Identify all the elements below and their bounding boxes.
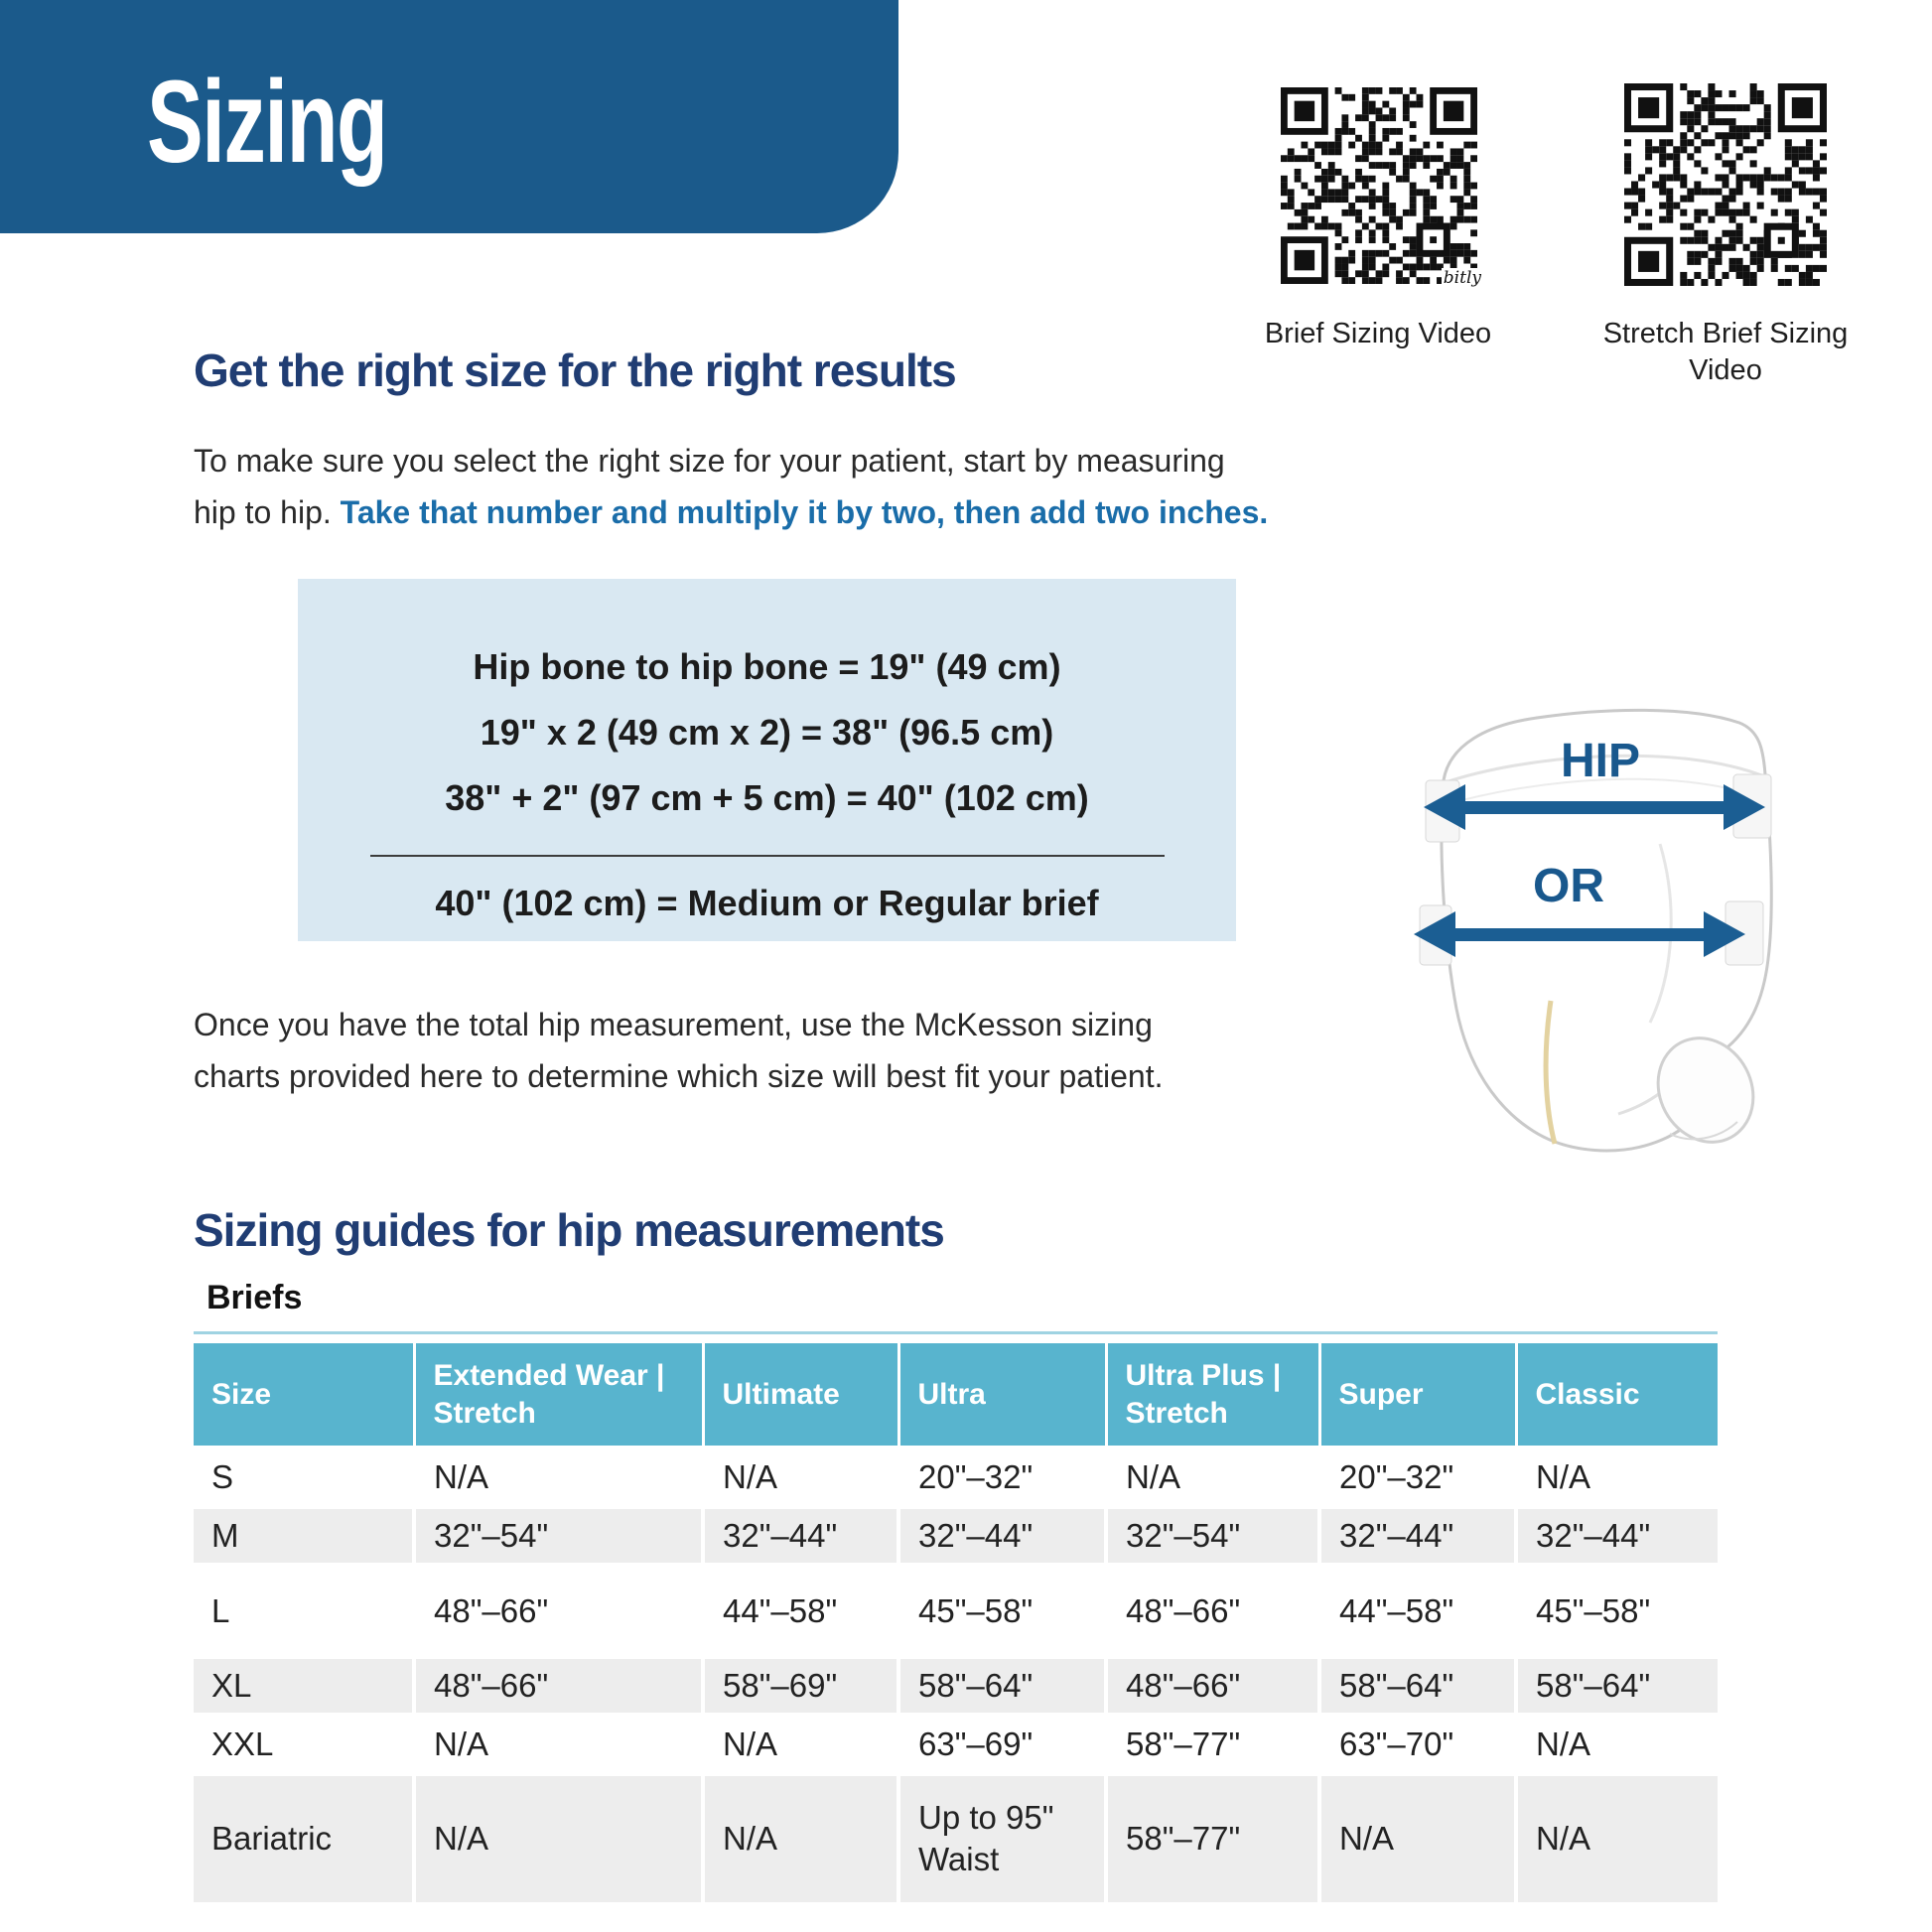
col-header-ultra: Ultra [898, 1342, 1106, 1448]
cell: 32"–44" [1319, 1508, 1516, 1565]
cell: L [194, 1565, 414, 1658]
briefs-sizing-table [194, 1340, 1718, 1902]
cell: 32"–54" [414, 1508, 703, 1565]
chart-instructions-line1: Once you have the total hip measurement, use the McKesson sizing [194, 1007, 1153, 1042]
qr-code-brief-sizing [1281, 87, 1481, 288]
cell: 44"–58" [703, 1565, 898, 1658]
cell: 63"–69" [898, 1715, 1106, 1775]
hip-label: HIP [1560, 735, 1641, 787]
intro-paragraph [194, 435, 1268, 538]
qr-code-stretch-brief-sizing [1624, 83, 1827, 286]
qr-label-stretch-brief-sizing: Stretch Brief Sizing Video [1602, 318, 1849, 386]
cell: M [194, 1508, 414, 1565]
cell: 32"–44" [898, 1508, 1106, 1565]
cell: 48"–66" [414, 1658, 703, 1715]
calc-result-or: or [822, 883, 879, 923]
qr-code-image [1281, 87, 1477, 284]
table-row-m [194, 1508, 1718, 1565]
table-row-xxl [194, 1715, 1718, 1775]
cell: 32"–54" [1106, 1508, 1319, 1565]
page-title: Sizing [147, 57, 387, 188]
cell: 48"–66" [1106, 1658, 1319, 1715]
cell: 58"–64" [898, 1658, 1106, 1715]
cell: Up to 95" Waist [898, 1775, 1106, 1902]
cell: N/A [1319, 1775, 1516, 1902]
intro-paragraph-highlight: Take that number and multiply it by two, then add two inches. [340, 494, 1269, 530]
cell: 58"–64" [1319, 1658, 1516, 1715]
cell: N/A [1536, 1820, 1591, 1858]
table-title: Briefs [207, 1279, 303, 1316]
qr-code-image [1624, 83, 1827, 286]
chart-instructions-line2: charts provided here to determine which size will best fit your patient. [194, 1058, 1164, 1094]
cell: N/A [703, 1775, 898, 1902]
col-header-size: Size [194, 1342, 414, 1448]
cell: 63"–70" [1319, 1715, 1516, 1775]
table-top-rule [194, 1331, 1718, 1334]
table-row-l [194, 1565, 1718, 1658]
col-header-ultimate: Ultimate [703, 1342, 898, 1448]
cell: XL [194, 1658, 414, 1715]
col-header-ultra-plus-stretch: Ultra Plus | Stretch [1106, 1342, 1319, 1448]
calc-result-line [298, 883, 1236, 924]
col-header-extended-wear-stretch: Extended Wear | Stretch [414, 1342, 703, 1448]
cell: N/A [1106, 1448, 1319, 1508]
cell: 58"–64" [1536, 1667, 1651, 1704]
cell: 32"–44" [1536, 1517, 1651, 1554]
intro-heading: Get the right size for the right results [194, 345, 956, 396]
cell: N/A [1536, 1458, 1591, 1495]
intro-paragraph-line2 [194, 486, 1268, 538]
calc-result-suffix: brief [1011, 883, 1099, 923]
cell: 44"–58" [1319, 1565, 1516, 1658]
col-header-classic: Classic [1516, 1342, 1718, 1448]
table-header-row [194, 1342, 1718, 1448]
cell: 45"–58" [1536, 1591, 1651, 1629]
cell: N/A [703, 1448, 898, 1508]
or-label: OR [1533, 860, 1604, 912]
cell: N/A [703, 1715, 898, 1775]
cell: 20"–32" [1319, 1448, 1516, 1508]
brief-illustration-image [1410, 685, 1797, 1172]
cell: 58"–69" [703, 1658, 898, 1715]
brief-measurement-illustration [1410, 685, 1797, 1172]
table-row-bariatric [194, 1775, 1718, 1902]
cell: N/A [414, 1448, 703, 1508]
calc-line-1: Hip bone to hip bone = 19" (49 cm) [473, 646, 1061, 687]
cell: N/A [414, 1775, 703, 1902]
cell: XXL [194, 1715, 414, 1775]
cell: 20"–32" [898, 1448, 1106, 1508]
cell: N/A [414, 1715, 703, 1775]
calc-divider [370, 855, 1165, 857]
calc-result-size-medium: Medium [687, 883, 823, 923]
cell: 45"–58" [898, 1565, 1106, 1658]
header-banner [0, 0, 898, 233]
cell: 48"–66" [1106, 1565, 1319, 1658]
cell: 32"–44" [703, 1508, 898, 1565]
cell: 48"–66" [414, 1565, 703, 1658]
cell: 58"–77" [1106, 1775, 1319, 1902]
calc-line-3: 38" + 2" (97 cm + 5 cm) = 40" (102 cm) [445, 777, 1089, 818]
cell: N/A [1536, 1725, 1591, 1762]
col-header-super: Super [1319, 1342, 1516, 1448]
table-row-xl [194, 1658, 1718, 1715]
sizing-guides-heading: Sizing guides for hip measurements [194, 1204, 944, 1256]
bitly-logo: bitly [1443, 268, 1481, 288]
calc-result-prefix: 40" (102 cm) = [435, 883, 688, 923]
table-row-s [194, 1448, 1718, 1508]
chart-instructions-paragraph [194, 999, 1163, 1102]
measurement-example-box [298, 579, 1236, 941]
cell: 58"–77" [1106, 1715, 1319, 1775]
intro-paragraph-line1: To make sure you select the right size for your patient, start by measuring [194, 443, 1225, 479]
cell: S [194, 1448, 414, 1508]
qr-label-brief-sizing: Brief Sizing Video [1264, 318, 1492, 349]
cell: Bariatric [194, 1775, 414, 1902]
intro-paragraph-line2-normal: hip to hip. [194, 494, 341, 530]
calc-line-2: 19" x 2 (49 cm x 2) = 38" (96.5 cm) [480, 712, 1054, 753]
calc-result-size-regular: Regular [878, 883, 1012, 923]
